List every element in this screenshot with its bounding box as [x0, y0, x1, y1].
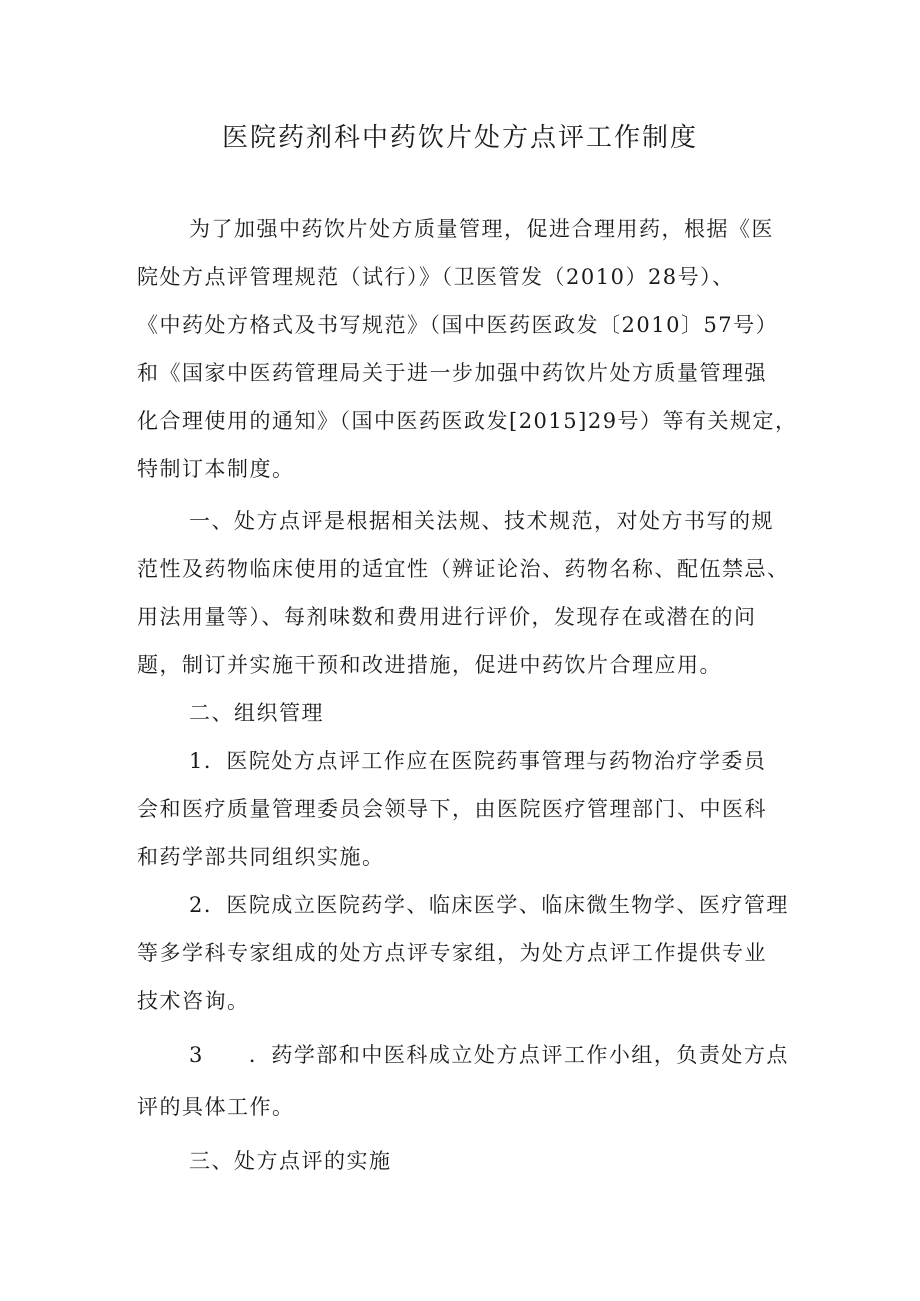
text-line: 《中药处方格式及书写规范》（国中医药医政发〔2010〕57号） — [137, 313, 779, 337]
text-line: 1．医院处方点评工作应在医院药事管理与药物治疗学委员 — [189, 749, 767, 773]
section-heading: 二、组织管理 — [189, 701, 324, 725]
text-line: 化合理使用的通知》（国中医药医政发[2015]29号）等有关规定， — [137, 409, 798, 433]
text-line: 等多学科专家组成的处方点评专家组，为处方点评工作提供专业 — [137, 941, 767, 965]
section-heading: 三、处方点评的实施 — [189, 1149, 392, 1173]
text-line: 和药学部共同组织实施。 — [137, 845, 385, 869]
text-line: 题，制订并实施干预和改进措施，促进中药饮片合理应用。 — [137, 653, 722, 677]
text-line: 3 ．药学部和中医科成立处方点评工作小组，负责处方点 — [189, 1043, 789, 1067]
text-line: 特制订本制度。 — [137, 457, 295, 481]
text-line: 用法用量等）、每剂味数和费用进行评价，发现存在或潜在的问 — [137, 605, 757, 629]
text-line: 技术咨询。 — [137, 989, 250, 1013]
text-line: 院处方点评管理规范（试行）》（卫医管发（2010）28号）、 — [137, 265, 735, 289]
text-line: 范性及药物临床使用的适宜性（辨证论治、药物名称、配伍禁忌、 — [137, 557, 790, 581]
text-line: 会和医疗质量管理委员会领导下，由医院医疗管理部门、中医科 — [137, 797, 767, 821]
text-line: 一、处方点评是根据相关法规、技术规范，对处方书写的规 — [189, 509, 774, 533]
document-title: 医院药剂科中药饮片处方点评工作制度 — [221, 123, 698, 153]
text-line: 和《国家中医药管理局关于进一步加强中药饮片处方质量管理强 — [137, 361, 767, 385]
text-line: 为了加强中药饮片处方质量管理，促进合理用药，根据《医 — [189, 217, 774, 241]
text-line: 2．医院成立医院药学、临床医学、临床微生物学、医疗管理 — [189, 893, 789, 917]
text-line: 评的具体工作。 — [137, 1095, 295, 1119]
